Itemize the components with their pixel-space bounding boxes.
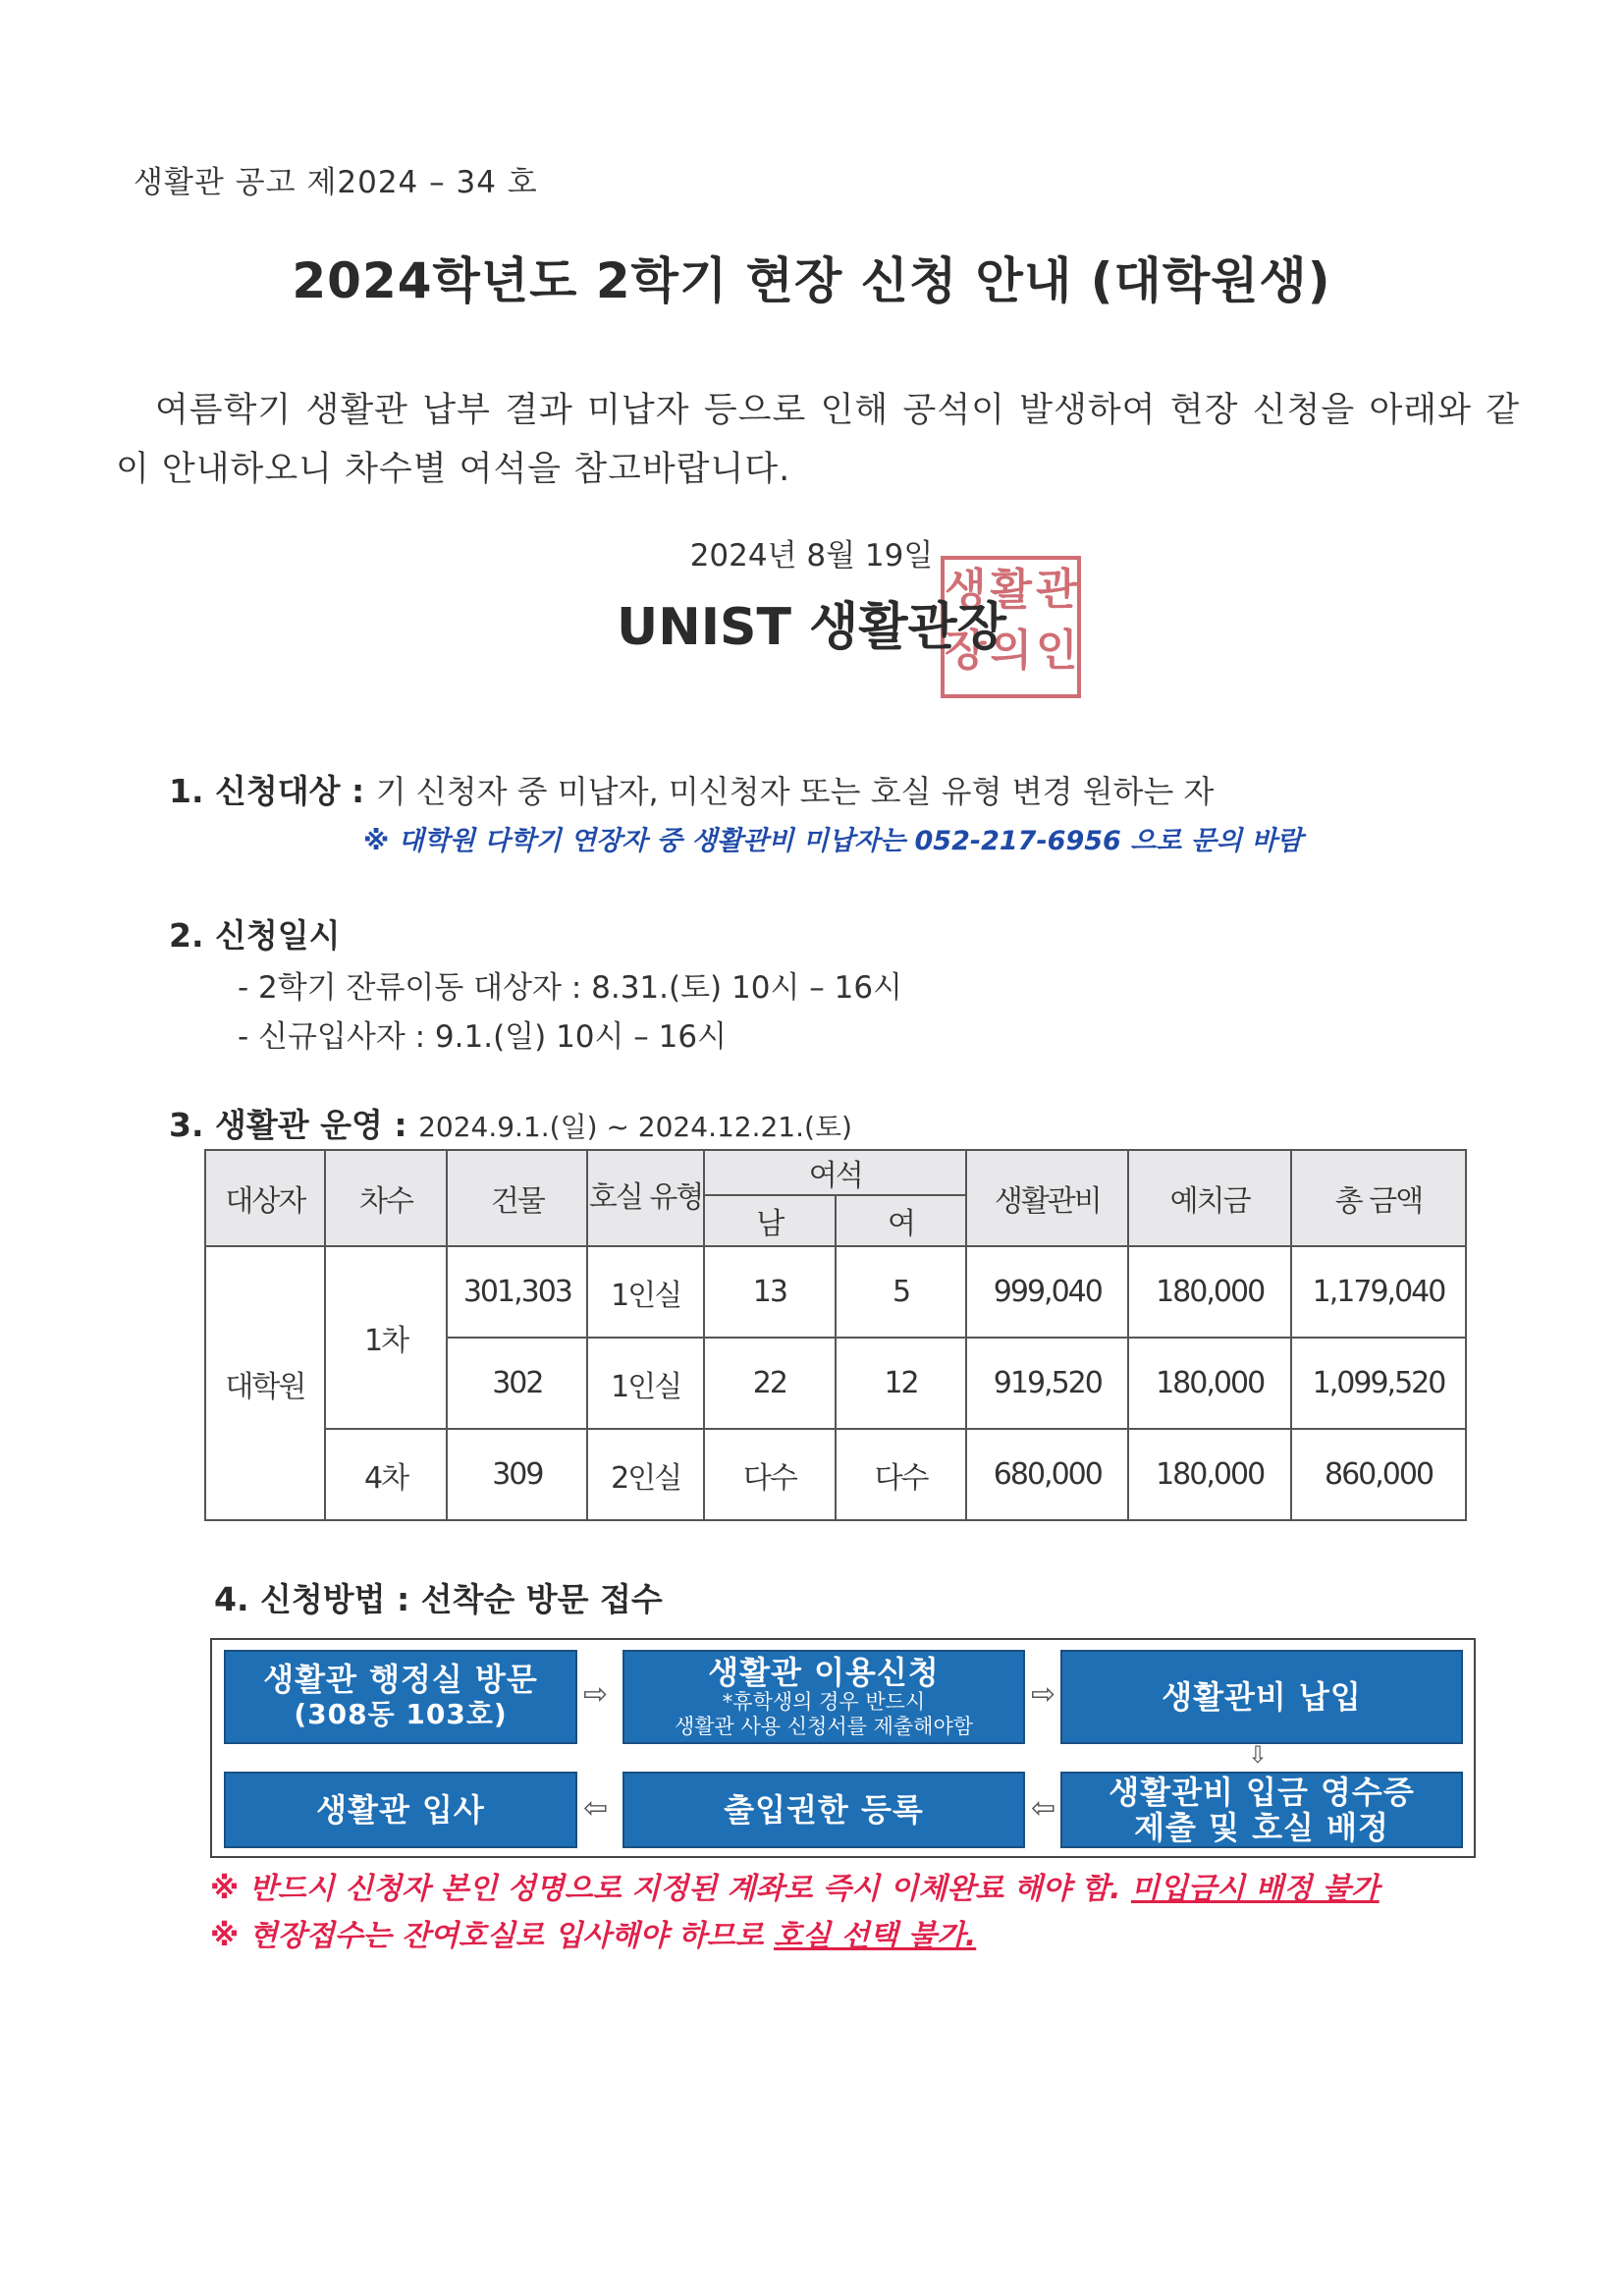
cell-female: 다수 — [836, 1429, 967, 1520]
cell-target: 대학원 — [205, 1246, 325, 1520]
warning-note-1 — [210, 1864, 1380, 1907]
seal-line-2: 장의인 — [945, 626, 1082, 676]
fee-table — [204, 1149, 1467, 1521]
flow-step-apply — [622, 1650, 1025, 1744]
cell-building: 301,303 — [447, 1246, 587, 1338]
flow-step-3-title: 생활관비 납입 — [1162, 1678, 1362, 1716]
schedule-item: - 2학기 잔류이동 대상자 : 8.31.(토) 10시 – 16시 — [238, 970, 902, 1006]
section-3-value: 2024.9.1.(일) ~ 2024.12.21.(토) — [418, 1111, 852, 1143]
warning-note-2-emphasis: 호실 선택 불가. — [774, 1919, 977, 1953]
notice-date: 2024년 8월 19일 — [689, 538, 934, 574]
section-1-note: ※ 대학원 다학기 연장자 중 생활관비 미납자는 052-217-6956 으로 문의 바람 — [363, 826, 1303, 856]
flow-step-2-title: 생활관 이용신청 — [708, 1654, 940, 1691]
header-male: 남 — [704, 1195, 836, 1246]
flow-step-1-subtitle: (308동 103호) — [294, 1698, 508, 1730]
page-title: 2024학년도 2학기 현장 신청 안내 (대학원생) — [292, 252, 1331, 309]
issuer-name: UNIST 생활관장 — [616, 598, 1007, 657]
warning-note-2-text: ※ 현장접수는 잔여호실로 입사해야 하므로 — [210, 1919, 764, 1953]
schedule-item: - 신규입사자 : 9.1.(일) 10시 – 16시 — [238, 1019, 728, 1055]
cell-fee: 919,520 — [966, 1338, 1128, 1429]
section-3-label: 3. 생활관 운영 : — [169, 1106, 407, 1144]
header-deposit: 예치금 — [1128, 1150, 1291, 1246]
section-1-value: 기 신청자 중 미납자, 미신청자 또는 호실 유형 변경 원하는 자 — [375, 773, 1215, 810]
section-2-label: 2. 신청일시 — [169, 916, 341, 955]
header-building: 건물 — [447, 1150, 587, 1246]
flow-step-pay-fee — [1060, 1650, 1463, 1744]
flow-step-4-line-2: 제출 및 호실 배정 — [1134, 1809, 1389, 1846]
section-3 — [169, 1100, 852, 1146]
notice-number: 생활관 공고 제2024 – 34 호 — [134, 165, 538, 200]
warning-note-2 — [210, 1911, 976, 1954]
seal-line-1: 생활관 — [945, 565, 1082, 615]
cell-round: 4차 — [325, 1429, 448, 1520]
flow-step-1-title: 생활관 행정실 방문 — [263, 1661, 538, 1698]
table-row — [205, 1429, 1466, 1520]
flow-step-submit-receipt — [1060, 1772, 1463, 1848]
section-1 — [169, 766, 1214, 812]
header-room-type: 호실 유형 — [587, 1150, 704, 1246]
flow-step-visit-office — [224, 1650, 577, 1744]
cell-deposit: 180,000 — [1128, 1338, 1291, 1429]
header-round: 차수 — [325, 1150, 448, 1246]
intro-paragraph: 여름학기 생활관 납부 결과 미납자 등으로 인해 공석이 발생하여 현장 신청을 아래와 같이 안내하오니 차수별 여석을 참고바랍니다. — [116, 391, 1520, 489]
cell-room-type: 1인실 — [587, 1246, 704, 1338]
cell-deposit: 180,000 — [1128, 1429, 1291, 1520]
arrow-down-icon: ⇩ — [1248, 1741, 1269, 1769]
table-row — [205, 1246, 1466, 1338]
cell-round: 1차 — [325, 1246, 448, 1429]
section-1-label: 1. 신청대상 : — [169, 772, 365, 810]
header-female: 여 — [836, 1195, 967, 1246]
cell-male: 13 — [704, 1246, 836, 1338]
cell-male: 다수 — [704, 1429, 836, 1520]
cell-total: 1,099,520 — [1291, 1338, 1466, 1429]
header-vacancy: 여석 — [704, 1150, 966, 1195]
cell-female: 5 — [836, 1246, 967, 1338]
arrow-left-icon: ⇦ — [1031, 1791, 1056, 1826]
cell-fee: 680,000 — [966, 1429, 1128, 1520]
cell-deposit: 180,000 — [1128, 1246, 1291, 1338]
header-fee: 생활관비 — [966, 1150, 1128, 1246]
flow-step-6-title: 생활관 입사 — [316, 1791, 485, 1829]
warning-note-1-emphasis: 미입금시 배정 불가 — [1130, 1872, 1380, 1906]
cell-male: 22 — [704, 1338, 836, 1429]
header-target: 대상자 — [205, 1150, 325, 1246]
arrow-right-icon: ⇨ — [583, 1677, 609, 1712]
cell-total: 860,000 — [1291, 1429, 1466, 1520]
arrow-left-icon: ⇦ — [583, 1791, 609, 1826]
cell-female: 12 — [836, 1338, 967, 1429]
cell-building: 309 — [447, 1429, 587, 1520]
flow-step-register-access — [622, 1772, 1025, 1848]
cell-fee: 999,040 — [966, 1246, 1128, 1338]
application-flowchart — [210, 1638, 1476, 1858]
cell-building: 302 — [447, 1338, 587, 1429]
flow-step-5-title: 출입권한 등록 — [724, 1791, 924, 1829]
flow-step-4-line-1: 생활관비 입금 영수증 — [1109, 1774, 1415, 1811]
cell-room-type: 1인실 — [587, 1338, 704, 1429]
section-4-label: 4. 신청방법 : 선착순 방문 접수 — [214, 1580, 663, 1618]
cell-room-type: 2인실 — [587, 1429, 704, 1520]
flow-step-2-note-1: *휴학생의 경우 반드시 — [722, 1690, 926, 1714]
flow-step-2-note-2: 생활관 사용 신청서를 제출해야함 — [674, 1715, 974, 1738]
header-total: 총 금액 — [1291, 1150, 1466, 1246]
warning-note-1-text: ※ 반드시 신청자 본인 성명으로 지정된 계좌로 즉시 이체완료 해야 함. — [210, 1872, 1121, 1906]
cell-total: 1,179,040 — [1291, 1246, 1466, 1338]
flow-step-move-in — [224, 1772, 577, 1848]
arrow-right-icon: ⇨ — [1031, 1677, 1056, 1712]
